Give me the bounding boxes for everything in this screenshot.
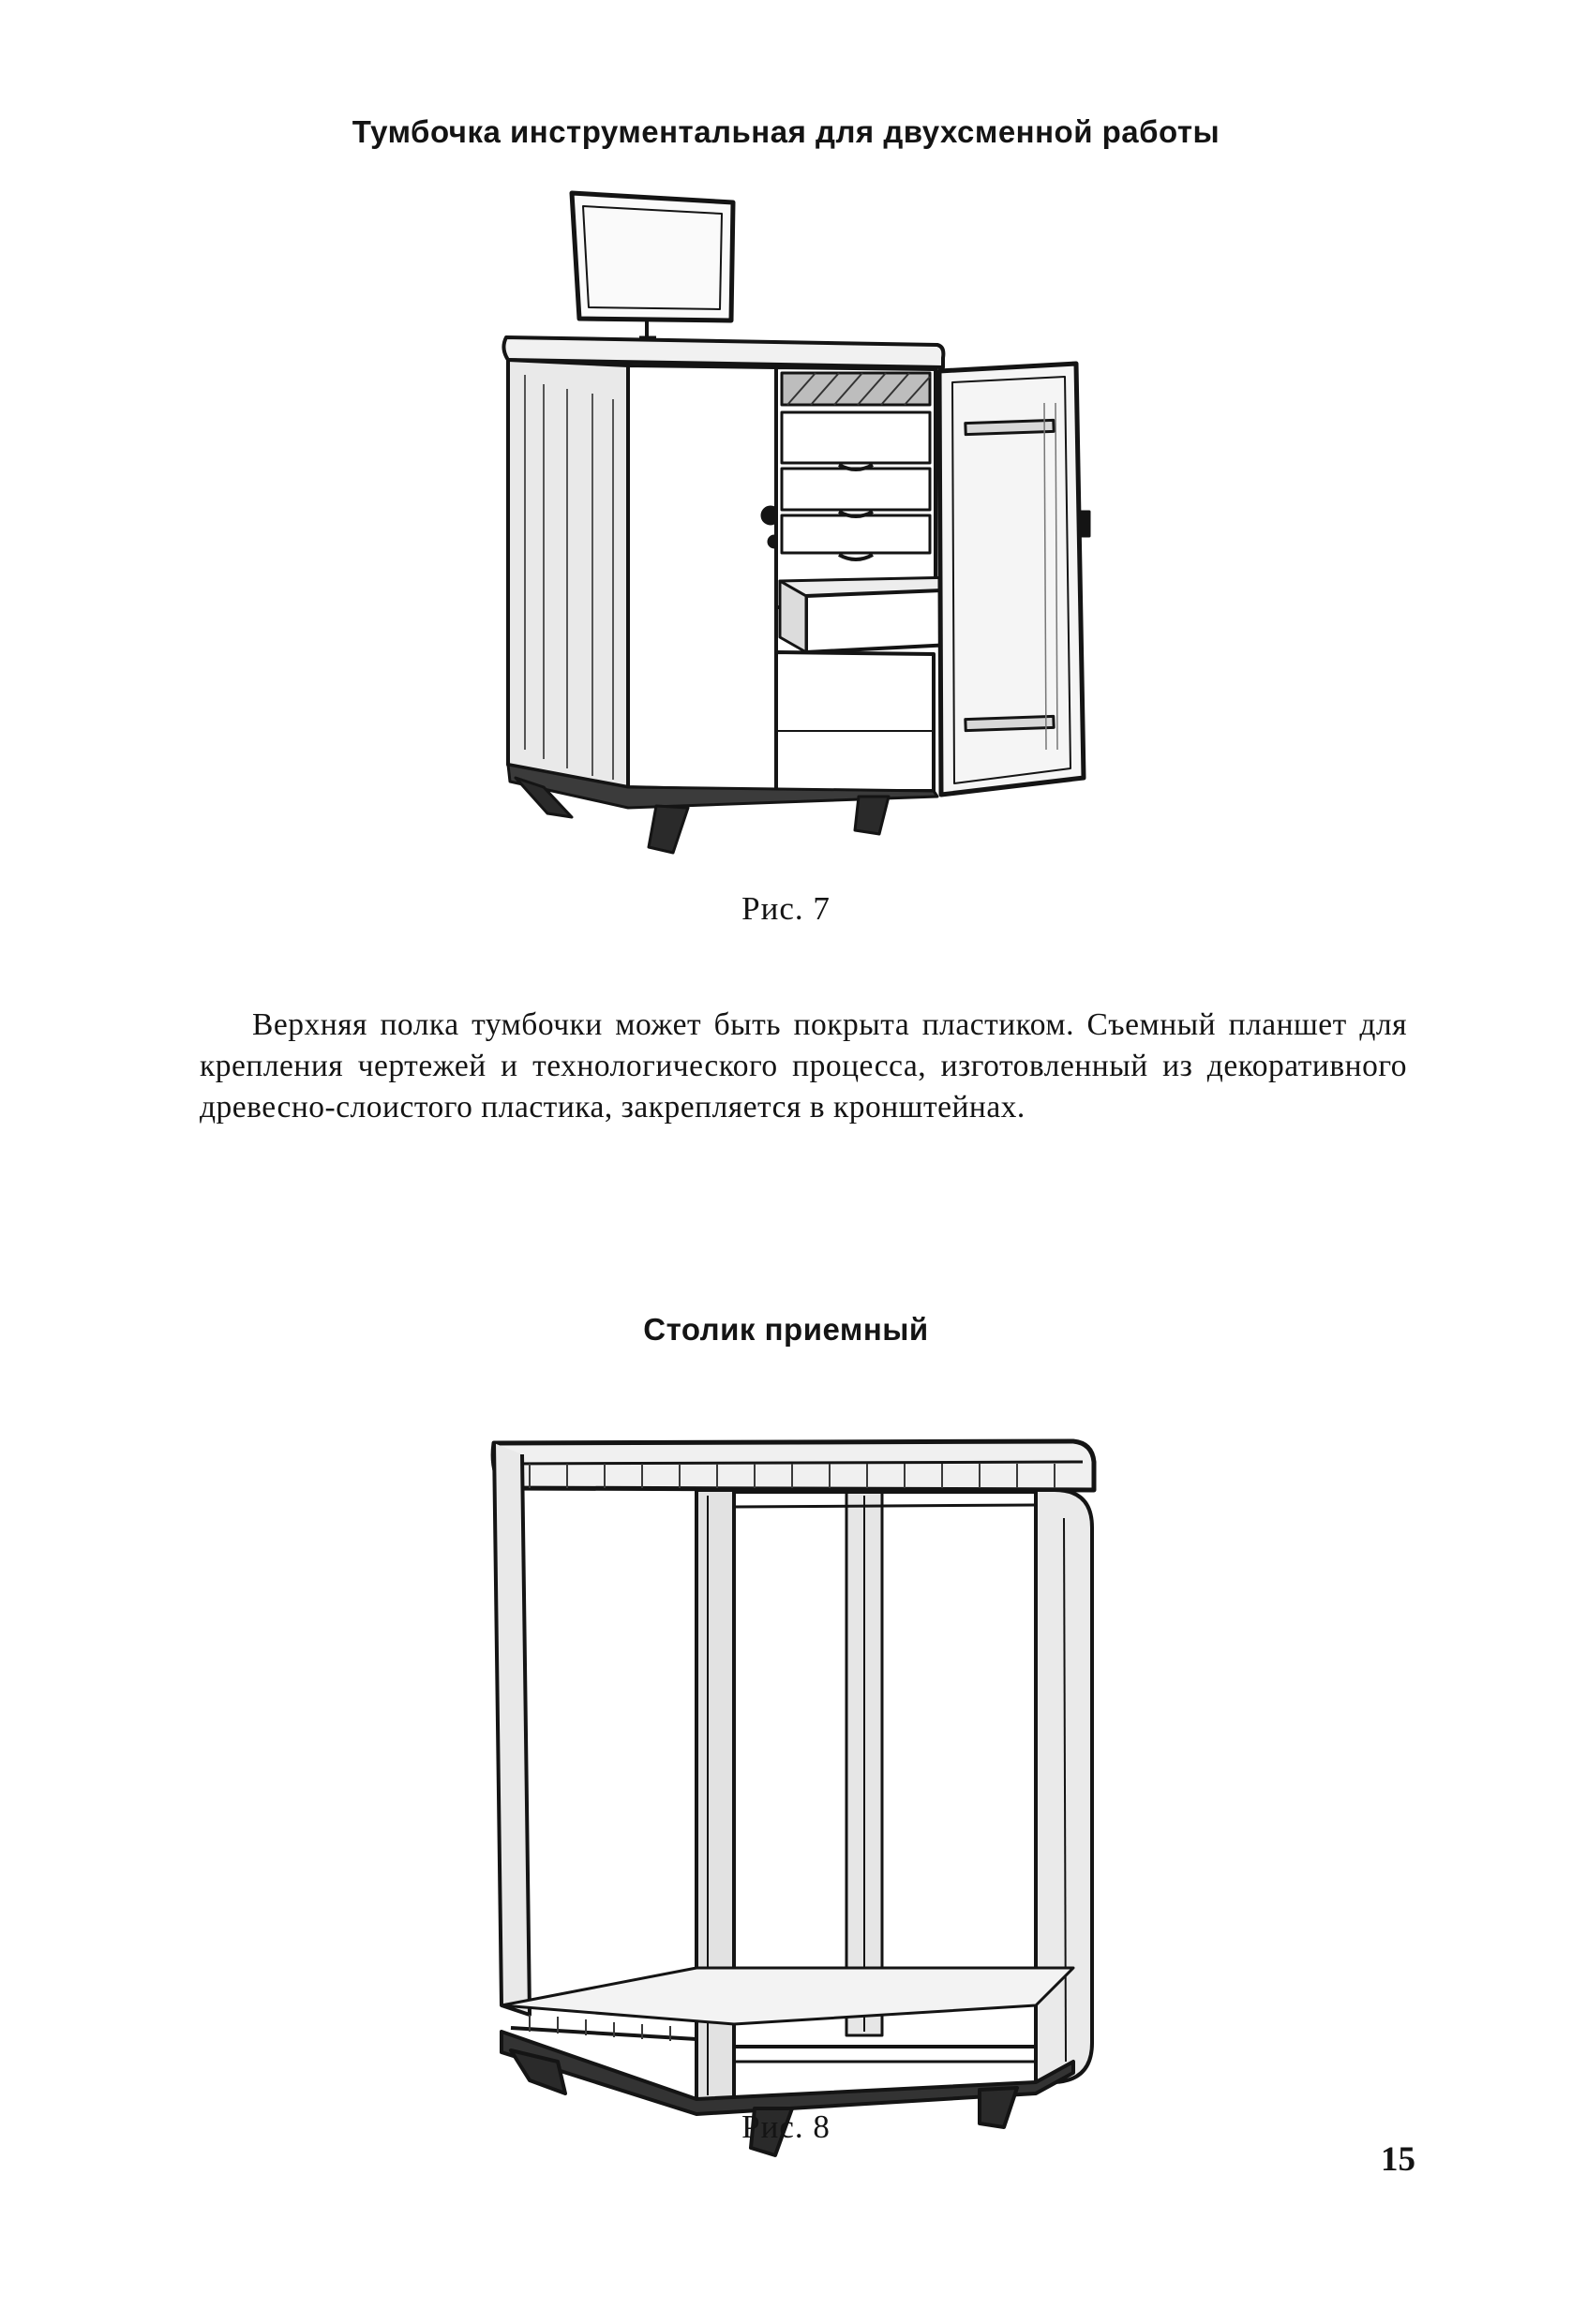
cabinet-leg-front	[649, 806, 688, 853]
cabinet-lower-section	[776, 652, 934, 791]
page-number: 15	[1381, 2140, 1415, 2179]
table-top-tray	[493, 1441, 1094, 1490]
door-tool-rack-top	[966, 420, 1054, 434]
tool-cabinet-drawing	[487, 187, 1106, 862]
table-bottom-shelf	[502, 1968, 1073, 2024]
cabinet-front-door	[628, 365, 776, 791]
figure8-title: Столик приемный	[643, 1312, 929, 1347]
receiving-table-drawing	[473, 1406, 1111, 2174]
body-paragraph	[200, 1005, 1407, 1128]
door-hinge	[1080, 512, 1089, 536]
cabinet-leg-right	[855, 797, 889, 834]
table-left-frame	[494, 1443, 530, 2015]
figure7-title: Тумбочка инструментальная для двухсменной работы	[352, 114, 1220, 149]
figure7-caption: Рис. 7	[741, 890, 831, 927]
door-tool-rack-bottom	[966, 716, 1054, 730]
paragraph-text: Верхняя полка тумбочки может быть покрыта пластиком. Съемный планшет для крепления чертежей и технологического процесса, изготовленный из декоративного древесно-слоистого пластика, закрепляется в кронштейнах.	[200, 1007, 1407, 1125]
figure8-caption: Рис. 8	[741, 2108, 831, 2145]
